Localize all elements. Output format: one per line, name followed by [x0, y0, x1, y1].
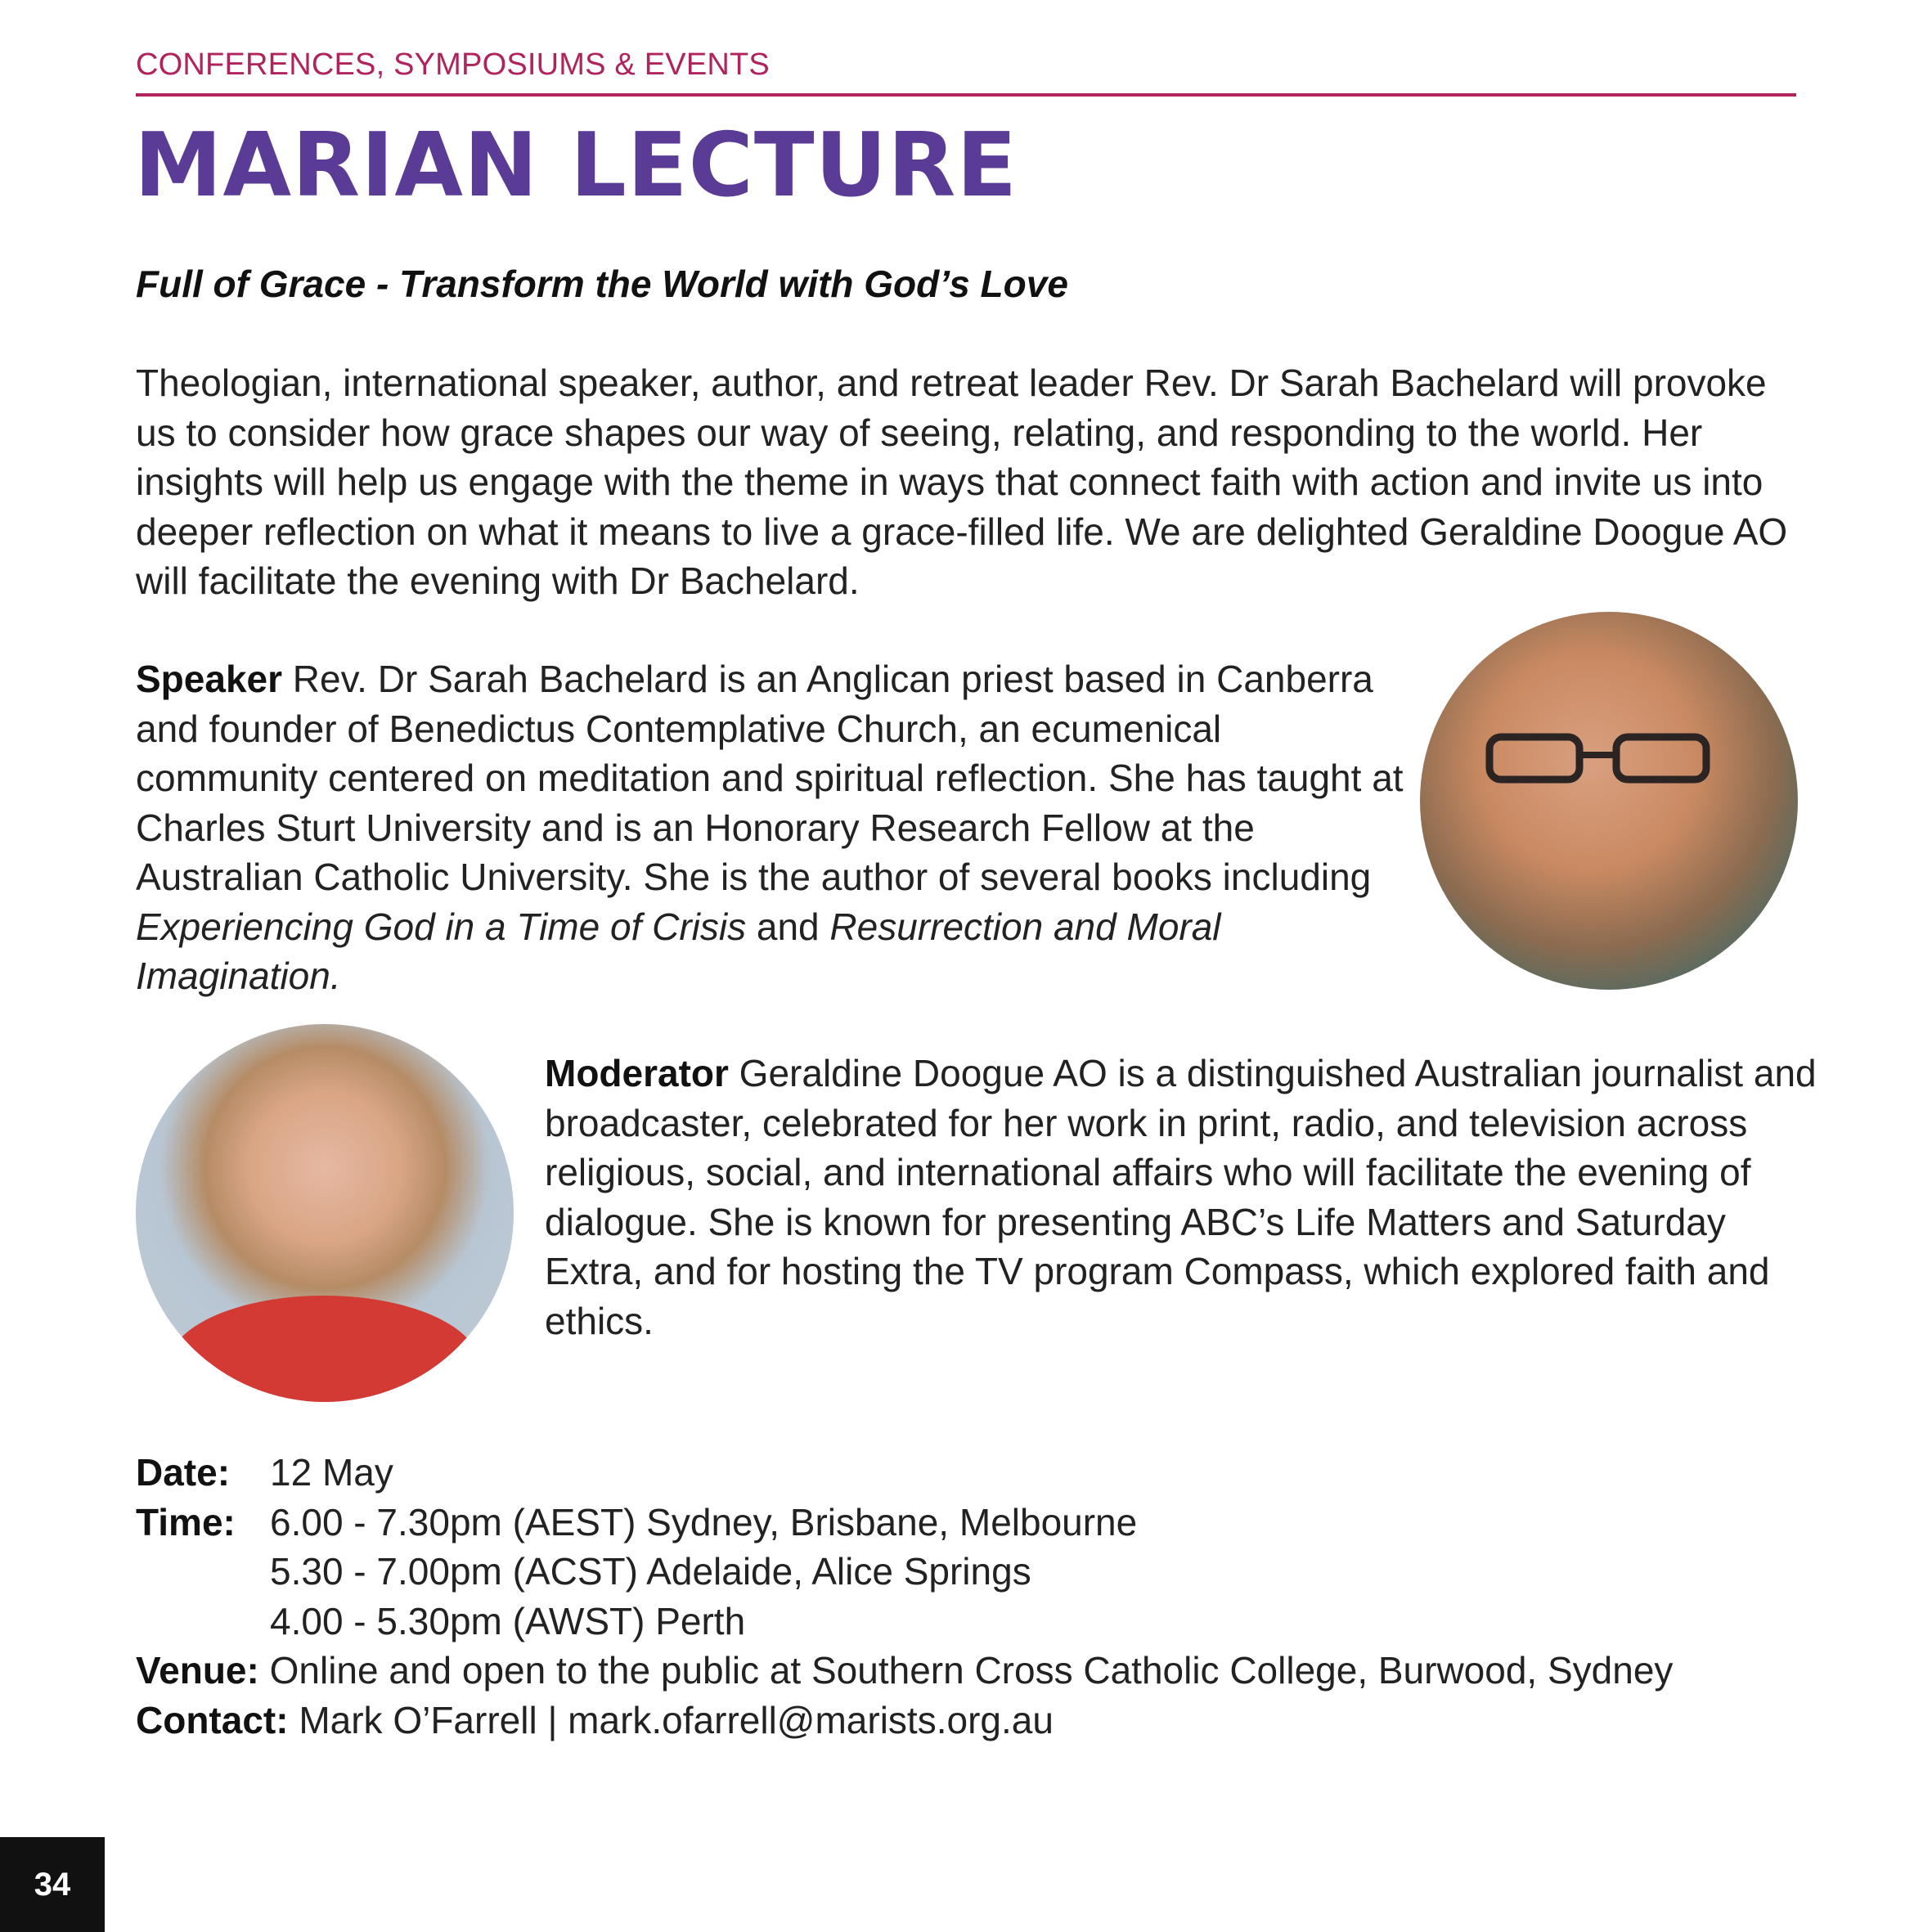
- glasses-shape: [1481, 730, 1727, 788]
- speaker-paragraph: [136, 654, 1412, 1001]
- book-title-1: Experiencing God in a Time of Crisis: [136, 905, 747, 948]
- venue-row: [136, 1646, 1673, 1696]
- venue-value: Online and open to the public at Southern Cross Catholic College, Burwood, Sydney: [269, 1649, 1674, 1692]
- speaker-bio: Rev. Dr Sarah Bachelard is an Anglican priest based in Canberra and founder of Benedictus Contemplative Church, an ecumenical community centered on meditation and spiritual reflection. She has taught at Charles Sturt University and is an Honorary Research Fellow at the Australian Catholic University. She is the author of several books including: [136, 658, 1404, 898]
- jacket-shape: [168, 1296, 479, 1402]
- time-label: Time:: [136, 1500, 236, 1543]
- speaker-label: Speaker: [136, 658, 283, 700]
- lecture-subtitle: Full of Grace - Transform the World with God’s Love: [136, 263, 1068, 305]
- time-value: 4.00 - 5.30pm (AWST) Perth: [270, 1599, 746, 1642]
- header-divider: [136, 93, 1796, 97]
- book-title-2: Resurrection and Moral Imagination.: [136, 905, 1221, 997]
- time-value: 5.30 - 7.00pm (ACST) Adelaide, Alice Springs: [270, 1550, 1031, 1593]
- intro-paragraph: Theologian, international speaker, author, and retreat leader Rev. Dr Sarah Bachelard will provoke us to consider how grace shapes our way of seeing, relating, and responding to the world. Her insights will help us engage with the theme in ways that connect faith with action and invite us into deeper reflection on what it means to live a grace-filled life. We are delighted Geraldine Doogue AO will facilitate the evening with Dr Bachelard.: [136, 362, 1788, 602]
- moderator-label: Moderator: [545, 1052, 729, 1094]
- event-details: [136, 1448, 1673, 1745]
- book-joiner: and: [746, 905, 830, 948]
- contact-value: Mark O’Farrell | mark.ofarrell@marists.org.au: [299, 1698, 1054, 1741]
- date-value: 12 May: [270, 1451, 393, 1494]
- moderator-photo: [136, 1024, 514, 1402]
- date-row: [136, 1448, 1673, 1498]
- contact-label: Contact:: [136, 1698, 289, 1741]
- moderator-bio: Geraldine Doogue AO is a distinguished Australian journalist and broadcaster, celebrated for her work in print, radio, and television across religious, social, and international affairs who will facilitate the evening of dialogue. She is known for presenting ABC’s Life Matters and Saturday Extra, and for hosting the TV program Compass, which explored faith and ethics.: [545, 1052, 1817, 1342]
- date-label: Date:: [136, 1451, 231, 1494]
- page-title: MARIAN LECTURE: [134, 115, 1018, 217]
- speaker-photo: [1420, 612, 1798, 990]
- section-label: CONFERENCES, SYMPOSIUMS & EVENTS: [136, 47, 770, 82]
- page-number: 34: [0, 1837, 105, 1932]
- moderator-paragraph: [545, 1049, 1821, 1346]
- contact-row: [136, 1696, 1673, 1746]
- time-row: [136, 1547, 1673, 1597]
- time-value: 6.00 - 7.30pm (AEST) Sydney, Brisbane, Melbourne: [270, 1500, 1138, 1543]
- time-row: [136, 1597, 1673, 1647]
- time-row: [136, 1498, 1673, 1548]
- venue-label: Venue:: [136, 1649, 259, 1692]
